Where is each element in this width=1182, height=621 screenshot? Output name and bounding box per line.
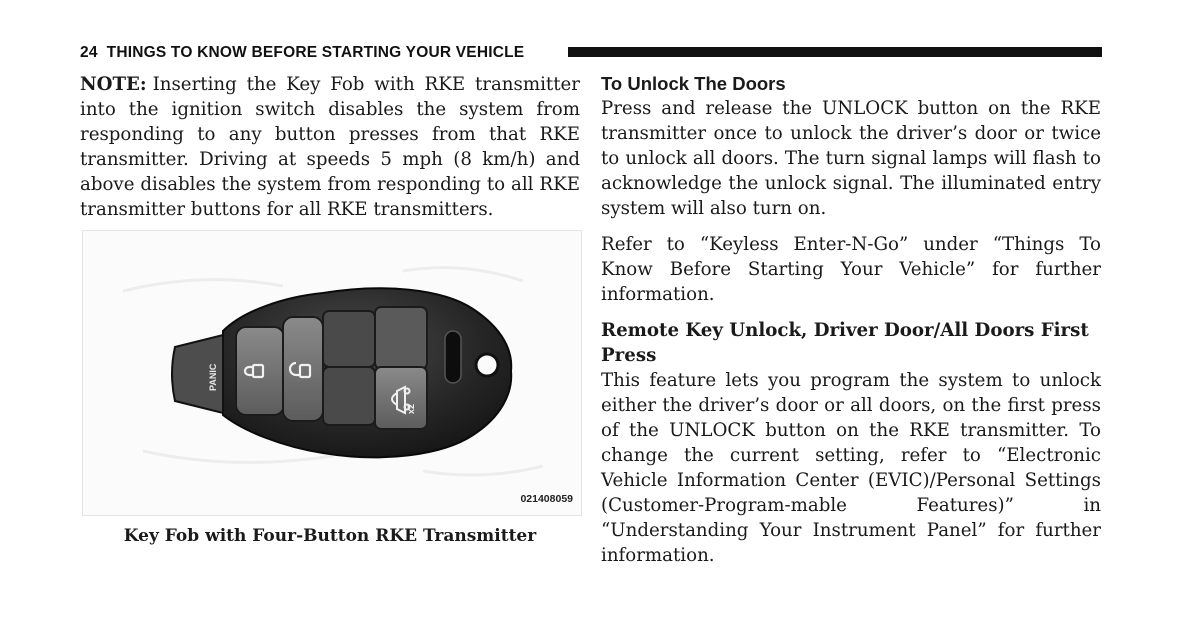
remote-unlock-paragraph: This feature lets you program the system to unlock either the driver’s door or all doors, on the first press of the UNLOCK button on the RKE transmitter. To change the current setting, refer to “Electronic Vehicle Information Center (EVIC)/Personal Settings (Customer-Program-mable Features)” in “Understanding Your Instrument Panel” for further information. <box>601 370 1101 566</box>
key-fob-illustration <box>83 231 581 515</box>
unlock-heading: To Unlock The Doors <box>601 73 786 94</box>
remote-unlock-heading: Remote Key Unlock, Driver Door/All Doors First Press <box>601 320 1089 366</box>
key-ring-hole <box>476 354 498 376</box>
remote-start-button <box>375 367 427 429</box>
panic-label: PANIC <box>208 363 218 391</box>
key-fob-figure <box>82 230 582 516</box>
unlock-paragraph-1: Press and release the UNLOCK button on the RKE transmitter once to unlock the driver’s door or twice to unlock all doors. The turn signal lamps will flash to acknowledge the unlock signal. The illuminated entry system will also turn on. <box>601 98 1101 219</box>
header-rule <box>568 47 1102 57</box>
fob-slot <box>445 331 461 383</box>
figure-code: 021408059 <box>520 493 573 505</box>
running-header <box>80 44 524 62</box>
page-number: 24 <box>80 44 98 61</box>
note-paragraph <box>80 72 580 222</box>
right-column <box>601 72 1101 568</box>
section-title: THINGS TO KNOW BEFORE STARTING YOUR VEHICLE <box>106 44 525 61</box>
upper-right-button <box>375 307 427 369</box>
figure-caption: Key Fob with Four-Button RKE Transmitter <box>123 526 537 546</box>
unlock-paragraph-2: Refer to “Keyless Enter-N-Go” under “Things To Know Before Starting Your Vehicle” for further information. <box>601 234 1101 305</box>
note-label: NOTE: <box>80 74 147 95</box>
remote-start-label: x2 <box>406 403 416 414</box>
note-text: Inserting the Key Fob with RKE transmitter into the ignition switch disables the system from responding to any button presses from that RKE transmitter. Driving at speeds 5 mph (8 km/h) and above disables the system from responding to all RKE transmitter buttons for all RKE transmitters. <box>80 74 580 220</box>
lock-button <box>236 327 284 415</box>
left-column <box>80 72 580 222</box>
upper-left-button <box>323 311 375 367</box>
lower-left-button <box>323 367 375 425</box>
page-header <box>80 44 1102 64</box>
